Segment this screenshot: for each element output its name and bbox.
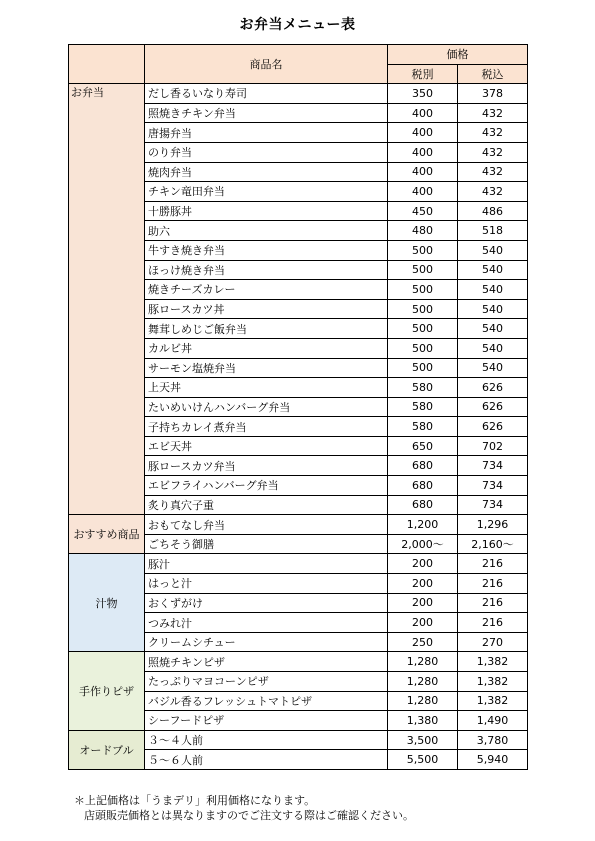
item-name: エビ天丼 bbox=[145, 436, 388, 456]
category-label: 手作りピザ bbox=[69, 652, 145, 730]
price-tax-included: 734 bbox=[458, 456, 528, 476]
price-tax-excluded: 450 bbox=[388, 201, 458, 221]
price-tax-excluded: 500 bbox=[388, 338, 458, 358]
item-name: エビフライハンバーグ弁当 bbox=[145, 476, 388, 496]
item-name: 焼肉弁当 bbox=[145, 162, 388, 182]
price-tax-excluded: 500 bbox=[388, 299, 458, 319]
price-tax-excluded: 1,200 bbox=[388, 515, 458, 535]
page-title: お弁当メニュー表 bbox=[239, 17, 356, 33]
price-tax-excluded: 1,280 bbox=[388, 672, 458, 692]
item-name: 豚ロースカツ弁当 bbox=[145, 456, 388, 476]
item-name: ５～６人前 bbox=[145, 750, 388, 770]
price-tax-included: 216 bbox=[458, 613, 528, 633]
price-tax-excluded: 580 bbox=[388, 378, 458, 398]
item-name: つみれ汁 bbox=[145, 613, 388, 633]
price-tax-excluded: 680 bbox=[388, 456, 458, 476]
price-tax-excluded: 680 bbox=[388, 476, 458, 496]
price-tax-excluded: 480 bbox=[388, 221, 458, 241]
item-name: バジル香るフレッシュトマトピザ bbox=[145, 691, 388, 711]
price-tax-included: 540 bbox=[458, 338, 528, 358]
item-name: 子持ちカレイ煮弁当 bbox=[145, 417, 388, 437]
price-tax-included: 540 bbox=[458, 240, 528, 260]
price-tax-excluded: 500 bbox=[388, 358, 458, 378]
price-tax-excluded: 680 bbox=[388, 495, 458, 515]
price-tax-included: 540 bbox=[458, 280, 528, 300]
price-tax-excluded: 500 bbox=[388, 319, 458, 339]
price-tax-included: 1,296 bbox=[458, 515, 528, 535]
footnote bbox=[74, 793, 414, 823]
price-tax-excluded: 200 bbox=[388, 554, 458, 574]
item-name: 照焼きチキン弁当 bbox=[145, 103, 388, 123]
menu-table bbox=[68, 44, 528, 770]
category-label: 汁物 bbox=[69, 554, 145, 652]
category-label: お弁当 bbox=[69, 84, 145, 515]
price-tax-included: 1,490 bbox=[458, 711, 528, 731]
item-name: 照焼チキンピザ bbox=[145, 652, 388, 672]
price-tax-included: 1,382 bbox=[458, 672, 528, 692]
price-tax-included: 540 bbox=[458, 319, 528, 339]
price-tax-excluded: 5,500 bbox=[388, 750, 458, 770]
item-name: 舞茸しめじご飯弁当 bbox=[145, 319, 388, 339]
price-tax-excluded: 200 bbox=[388, 613, 458, 633]
price-tax-included: 378 bbox=[458, 84, 528, 104]
footnote-line-2: 店頭販売価格とは異なりますのでご注文する際はご確認ください。 bbox=[84, 809, 414, 822]
item-name: おもてなし弁当 bbox=[145, 515, 388, 535]
item-name: だし香るいなり寿司 bbox=[145, 84, 388, 104]
price-tax-excluded: 400 bbox=[388, 123, 458, 143]
table-row bbox=[69, 730, 528, 750]
price-tax-excluded: 400 bbox=[388, 142, 458, 162]
item-name: 豚汁 bbox=[145, 554, 388, 574]
price-tax-included: 3,780 bbox=[458, 730, 528, 750]
item-name: 牛すき焼き弁当 bbox=[145, 240, 388, 260]
price-tax-excluded: 500 bbox=[388, 240, 458, 260]
price-tax-included: 2,160～ bbox=[458, 534, 528, 554]
price-tax-excluded: 580 bbox=[388, 417, 458, 437]
price-tax-included: 216 bbox=[458, 593, 528, 613]
price-tax-included: 626 bbox=[458, 417, 528, 437]
price-tax-included: 734 bbox=[458, 476, 528, 496]
category-label: オードブル bbox=[69, 730, 145, 769]
item-name: シーフードピザ bbox=[145, 711, 388, 731]
menu-body bbox=[69, 84, 528, 770]
price-tax-included: 432 bbox=[458, 103, 528, 123]
header-item-name: 商品名 bbox=[145, 45, 388, 84]
item-name: ほっけ焼き弁当 bbox=[145, 260, 388, 280]
price-tax-included: 540 bbox=[458, 358, 528, 378]
price-tax-included: 1,382 bbox=[458, 652, 528, 672]
item-name: おくずがけ bbox=[145, 593, 388, 613]
header-tax-included: 税込 bbox=[458, 64, 528, 84]
item-name: 上天丼 bbox=[145, 378, 388, 398]
price-tax-included: 734 bbox=[458, 495, 528, 515]
price-tax-included: 5,940 bbox=[458, 750, 528, 770]
price-tax-excluded: 400 bbox=[388, 162, 458, 182]
item-name: チキン竜田弁当 bbox=[145, 182, 388, 202]
item-name: はっと汁 bbox=[145, 574, 388, 594]
price-tax-included: 432 bbox=[458, 123, 528, 143]
price-tax-excluded: 3,500 bbox=[388, 730, 458, 750]
price-tax-excluded: 1,380 bbox=[388, 711, 458, 731]
price-tax-excluded: 400 bbox=[388, 103, 458, 123]
price-tax-included: 626 bbox=[458, 397, 528, 417]
item-name: たっぷりマヨコーンピザ bbox=[145, 672, 388, 692]
table-row bbox=[69, 652, 528, 672]
item-name: カルビ丼 bbox=[145, 338, 388, 358]
item-name: ３～４人前 bbox=[145, 730, 388, 750]
price-tax-included: 432 bbox=[458, 162, 528, 182]
price-tax-included: 432 bbox=[458, 182, 528, 202]
price-tax-excluded: 650 bbox=[388, 436, 458, 456]
header-price: 価格 bbox=[388, 45, 528, 65]
price-tax-included: 216 bbox=[458, 554, 528, 574]
price-tax-included: 518 bbox=[458, 221, 528, 241]
price-tax-included: 1,382 bbox=[458, 691, 528, 711]
item-name: ごちそう御膳 bbox=[145, 534, 388, 554]
item-name: 唐揚弁当 bbox=[145, 123, 388, 143]
header-category-blank bbox=[69, 45, 145, 84]
item-name: 焼きチーズカレー bbox=[145, 280, 388, 300]
price-tax-excluded: 200 bbox=[388, 574, 458, 594]
item-name: 炙り真穴子重 bbox=[145, 495, 388, 515]
price-tax-excluded: 1,280 bbox=[388, 691, 458, 711]
category-label: おすすめ商品 bbox=[69, 515, 145, 554]
price-tax-excluded: 2,000～ bbox=[388, 534, 458, 554]
price-tax-excluded: 500 bbox=[388, 260, 458, 280]
price-tax-excluded: 400 bbox=[388, 182, 458, 202]
item-name: 豚ロースカツ丼 bbox=[145, 299, 388, 319]
price-tax-excluded: 1,280 bbox=[388, 652, 458, 672]
item-name: クリームシチュー bbox=[145, 632, 388, 652]
price-tax-excluded: 580 bbox=[388, 397, 458, 417]
price-tax-included: 432 bbox=[458, 142, 528, 162]
footnote-line-1: ＊上記価格は「うまデリ」利用価格になります。 bbox=[74, 794, 316, 807]
header-tax-excluded: 税別 bbox=[388, 64, 458, 84]
price-tax-included: 486 bbox=[458, 201, 528, 221]
item-name: サーモン塩焼弁当 bbox=[145, 358, 388, 378]
item-name: 十勝豚丼 bbox=[145, 201, 388, 221]
item-name: のり弁当 bbox=[145, 142, 388, 162]
price-tax-included: 270 bbox=[458, 632, 528, 652]
price-tax-excluded: 250 bbox=[388, 632, 458, 652]
price-tax-included: 540 bbox=[458, 260, 528, 280]
price-tax-included: 626 bbox=[458, 378, 528, 398]
table-row bbox=[69, 84, 528, 104]
item-name: たいめいけんハンバーグ弁当 bbox=[145, 397, 388, 417]
price-tax-included: 540 bbox=[458, 299, 528, 319]
table-row bbox=[69, 515, 528, 535]
price-tax-excluded: 350 bbox=[388, 84, 458, 104]
table-row bbox=[69, 554, 528, 574]
price-tax-included: 216 bbox=[458, 574, 528, 594]
price-tax-excluded: 200 bbox=[388, 593, 458, 613]
price-tax-included: 702 bbox=[458, 436, 528, 456]
price-tax-excluded: 500 bbox=[388, 280, 458, 300]
item-name: 助六 bbox=[145, 221, 388, 241]
